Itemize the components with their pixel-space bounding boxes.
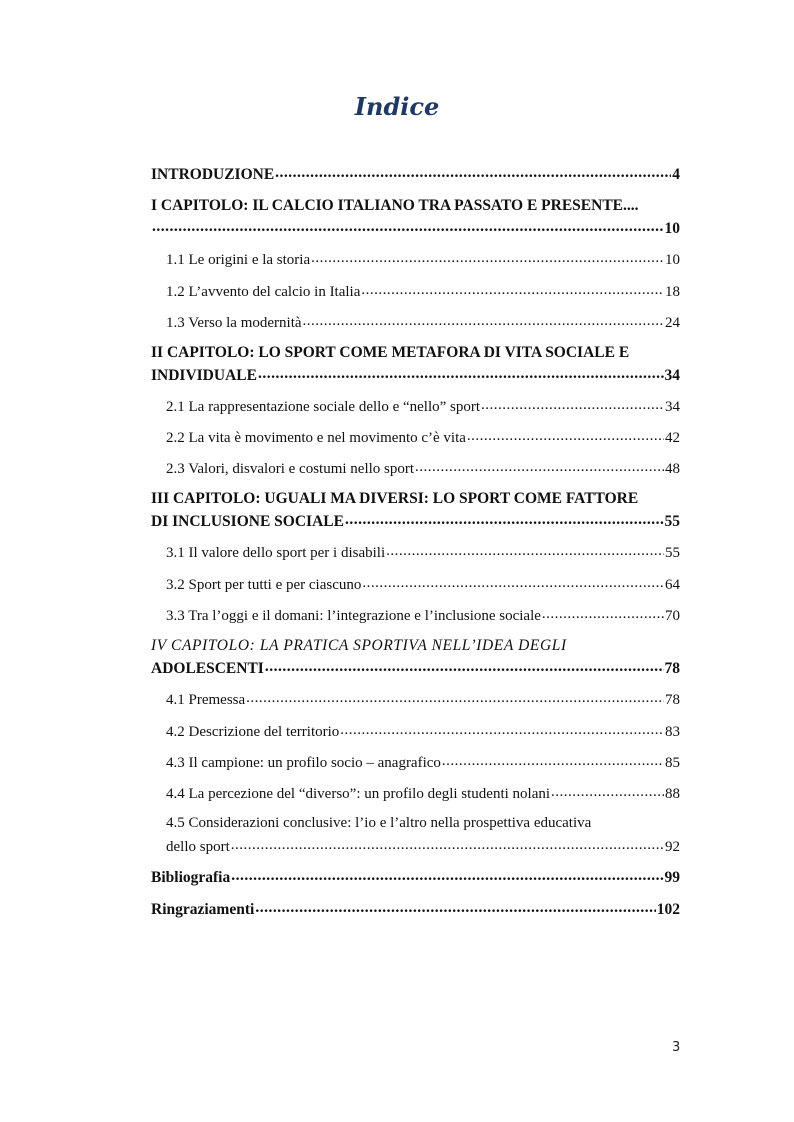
leader-dots <box>311 250 664 264</box>
toc-label: dello sport <box>166 839 230 855</box>
toc-entry-2-3[interactable] <box>166 459 680 481</box>
toc-page: 78 <box>664 660 680 677</box>
toc-entry-2-2[interactable] <box>166 428 680 450</box>
toc-page: 102 <box>656 901 680 918</box>
toc-label: 3.3 Tra l’oggi e il domani: l’integrazione e l’inclusione sociale <box>166 608 541 624</box>
toc-entry-4-3[interactable] <box>166 753 680 775</box>
leader-dots <box>255 900 655 914</box>
toc-label: 2.3 Valori, disvalori e costumi nello sport <box>166 461 415 477</box>
toc-page: 10 <box>664 220 680 237</box>
toc-entry-ringraziamenti[interactable] <box>151 900 680 922</box>
leader-dots <box>345 512 664 526</box>
toc-entry-chapter-4[interactable] <box>151 659 680 681</box>
toc-label: INTRODUZIONE <box>151 166 275 183</box>
leader-dots <box>258 366 664 380</box>
toc-page: 24 <box>665 315 680 331</box>
toc-label: Bibliografia <box>151 869 231 886</box>
leader-dots <box>551 784 664 798</box>
leader-dots <box>265 659 664 673</box>
toc-entry-chapter-1[interactable] <box>151 219 680 241</box>
toc-page: 34 <box>665 399 680 415</box>
leader-dots <box>442 753 664 767</box>
toc-label: 1.2 L’avvento del calcio in Italia <box>166 284 361 300</box>
toc-page: 48 <box>665 461 680 477</box>
toc-page: 10 <box>665 252 680 268</box>
toc-label: DI INCLUSIONE SOCIALE <box>151 513 344 530</box>
toc-label: 2.1 La rappresentazione sociale dello e “nello” sport <box>166 399 481 415</box>
toc-entry-chapter-2[interactable] <box>151 366 680 388</box>
toc-label: 1.3 Verso la modernità <box>166 315 302 331</box>
leader-dots <box>275 165 671 179</box>
leader-dots <box>542 606 664 620</box>
toc-label: 4.1 Premessa <box>166 692 246 708</box>
toc-page: 64 <box>665 577 680 593</box>
toc-page: 34 <box>664 367 680 384</box>
toc-entry-1-3[interactable] <box>166 313 680 335</box>
toc-label: 4.3 Il campione: un profilo socio – anagrafico <box>166 755 441 771</box>
toc-page: 85 <box>665 755 680 771</box>
toc-entry-4-2[interactable] <box>166 722 680 744</box>
toc-chapter-1-title[interactable]: I CAPITOLO: IL CALCIO ITALIANO TRA PASSATO E PRESENTE.... <box>151 197 639 214</box>
toc-entry-3-1[interactable] <box>166 543 680 565</box>
leader-dots <box>362 575 664 589</box>
toc-chapter-4-title[interactable]: IV CAPITOLO: LA PRATICA SPORTIVA NELL’IDEA DEGLI <box>151 637 567 654</box>
leader-dots <box>231 868 663 882</box>
toc-label: 1.1 Le origini e la storia <box>166 252 311 268</box>
toc-page: 70 <box>665 608 680 624</box>
toc-entry-4-5-title[interactable]: 4.5 Considerazioni conclusive: l’io e l’altro nella prospettiva educativa <box>166 815 592 831</box>
leader-dots <box>246 690 664 704</box>
leader-dots <box>231 837 664 851</box>
toc-label: 2.2 La vita è movimento e nel movimento c’è vita <box>166 430 466 446</box>
toc-label: INDIVIDUALE <box>151 367 257 384</box>
leader-dots <box>303 313 664 327</box>
leader-dots <box>481 397 664 411</box>
toc-page: 18 <box>665 284 680 300</box>
toc-entry-3-3[interactable] <box>166 606 680 628</box>
toc-page: 42 <box>665 430 680 446</box>
toc-page: 83 <box>665 724 680 740</box>
toc-entry-bibliografia[interactable] <box>151 868 680 890</box>
toc-entry-2-1[interactable] <box>166 397 680 419</box>
leader-dots <box>152 219 664 233</box>
toc-entry-1-1[interactable] <box>166 250 680 272</box>
leader-dots <box>467 428 664 442</box>
toc-page: 4 <box>672 166 680 183</box>
toc-entry-chapter-3[interactable] <box>151 512 680 534</box>
toc-page: 55 <box>665 545 680 561</box>
leader-dots <box>415 459 664 473</box>
toc-page: 92 <box>665 839 680 855</box>
page-number: 3 <box>672 1040 681 1055</box>
toc-page: 99 <box>664 869 680 886</box>
leader-dots <box>361 282 664 296</box>
toc-label: ADOLESCENTI <box>151 660 264 677</box>
toc-entry-4-1[interactable] <box>166 690 680 712</box>
leader-dots <box>340 722 664 736</box>
toc-entry-1-2[interactable] <box>166 282 680 304</box>
toc-page: 55 <box>664 513 680 530</box>
toc-page: 88 <box>665 786 680 802</box>
toc-chapter-3-title[interactable]: III CAPITOLO: UGUALI MA DIVERSI: LO SPORT COME FATTORE <box>151 490 639 507</box>
toc-chapter-2-title[interactable]: II CAPITOLO: LO SPORT COME METAFORA DI VITA SOCIALE E <box>151 344 630 361</box>
toc-label: 3.2 Sport per tutti e per ciascuno <box>166 577 362 593</box>
page-title: Indice <box>354 92 440 121</box>
toc-entry-3-2[interactable] <box>166 575 680 597</box>
toc-label: 4.4 La percezione del “diverso”: un profilo degli studenti nolani <box>166 786 551 802</box>
toc-label: 4.2 Descrizione del territorio <box>166 724 340 740</box>
toc-label: Ringraziamenti <box>151 901 255 918</box>
leader-dots <box>386 543 664 557</box>
toc-page: 78 <box>665 692 680 708</box>
toc-entry-4-4[interactable] <box>166 784 680 806</box>
toc-entry-introduzione[interactable] <box>151 165 680 187</box>
toc-entry-4-5[interactable] <box>166 837 680 859</box>
toc-label: 3.1 Il valore dello sport per i disabili <box>166 545 386 561</box>
